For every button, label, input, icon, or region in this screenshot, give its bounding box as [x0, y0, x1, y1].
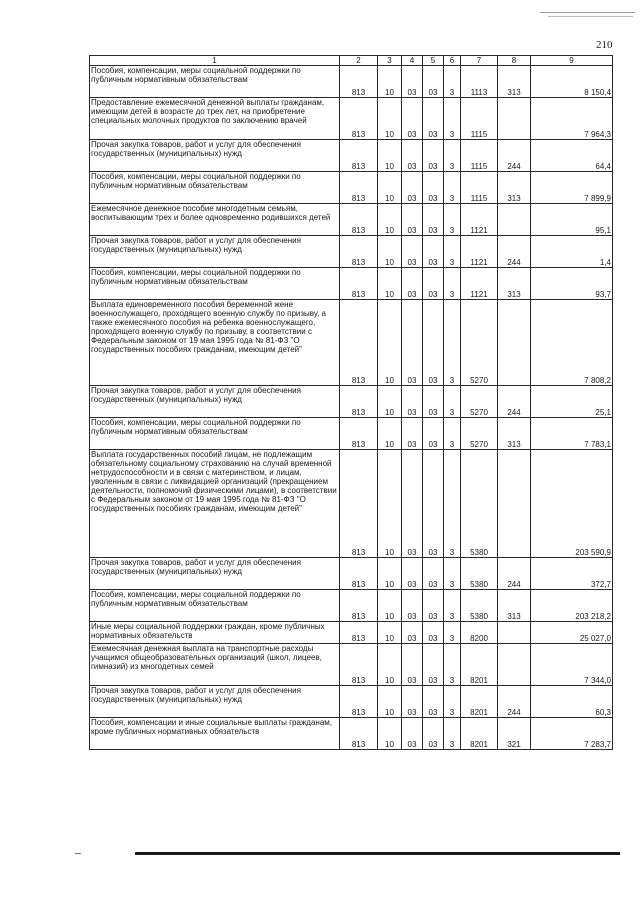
cell-code: 813 [340, 558, 378, 590]
cell-code: 10 [378, 718, 402, 750]
column-header: 6 [444, 56, 461, 66]
cell-code: 03 [402, 140, 423, 172]
cell-code: 03 [402, 558, 423, 590]
cell-amount: 93,7 [531, 268, 613, 300]
row-description: Пособия, компенсации, меры социальной поддержки по публичным нормативным обязательствам [90, 590, 340, 622]
cell-amount: 7 283,7 [531, 718, 613, 750]
cell-code: 3 [444, 386, 461, 418]
cell-amount: 372,7 [531, 558, 613, 590]
cell-code: 3 [444, 140, 461, 172]
cell-code: 03 [423, 98, 444, 140]
cell-amount: 203 590,9 [531, 450, 613, 558]
cell-code: 03 [423, 622, 444, 644]
cell-code: 813 [340, 644, 378, 686]
cell-code: 3 [444, 204, 461, 236]
column-header: 2 [340, 56, 378, 66]
cell-amount: 95,1 [531, 204, 613, 236]
cell-code: 3 [444, 558, 461, 590]
cell-code: 10 [378, 66, 402, 98]
cell-code: 03 [423, 140, 444, 172]
cell-code: 10 [378, 172, 402, 204]
cell-code: 03 [423, 172, 444, 204]
column-header: 1 [90, 56, 340, 66]
row-description: Прочая закупка товаров, работ и услуг для обеспечения государственных (муниципальных) нужд [90, 386, 340, 418]
table-row [90, 98, 613, 140]
table-row [90, 172, 613, 204]
row-description: Пособия, компенсации, меры социальной поддержки по публичным нормативным обязательствам [90, 268, 340, 300]
cell-amount: 25 027,0 [531, 622, 613, 644]
cell-amount: 8 150,4 [531, 66, 613, 98]
cell-code: 8201 [461, 644, 498, 686]
row-description: Иные меры социальной поддержки граждан, кроме публичных нормативных обязательств [90, 622, 340, 644]
table-row [90, 590, 613, 622]
cell-code: 813 [340, 140, 378, 172]
cell-amount: 64,4 [531, 140, 613, 172]
cell-code: 3 [444, 644, 461, 686]
cell-code: 244 [498, 558, 531, 590]
cell-code: 03 [402, 300, 423, 386]
cell-code: 813 [340, 204, 378, 236]
column-header: 7 [461, 56, 498, 66]
table-row [90, 236, 613, 268]
column-header: 4 [402, 56, 423, 66]
cell-code: 813 [340, 236, 378, 268]
cell-code: 813 [340, 300, 378, 386]
cell-code: 313 [498, 172, 531, 204]
table-row [90, 418, 613, 450]
cell-code: 03 [423, 686, 444, 718]
cell-code: 1115 [461, 98, 498, 140]
cell-code: 03 [402, 644, 423, 686]
cell-code: 813 [340, 98, 378, 140]
scan-top-rule [540, 12, 635, 13]
table-row [90, 300, 613, 386]
row-description: Пособия, компенсации и иные социальные выплаты гражданам, кроме публичных нормативных обязательств [90, 718, 340, 750]
cell-code: 10 [378, 268, 402, 300]
cell-code: 03 [423, 268, 444, 300]
row-description: Пособия, компенсации, меры социальной поддержки по публичным нормативным обязательствам [90, 172, 340, 204]
table-row [90, 66, 613, 98]
row-description: Предоставление ежемесячной денежной выплаты гражданам, имеющим детей в возрасте до трех лет, на приобретение специальных молочных продуктов по заключению врачей [90, 98, 340, 140]
cell-code: 10 [378, 300, 402, 386]
cell-code: 5380 [461, 558, 498, 590]
table-row [90, 622, 613, 644]
cell-code: 1115 [461, 172, 498, 204]
cell-code: 1121 [461, 204, 498, 236]
cell-code: 03 [423, 590, 444, 622]
cell-code: 3 [444, 98, 461, 140]
cell-code: 03 [423, 558, 444, 590]
cell-amount: 60,3 [531, 686, 613, 718]
cell-code: 1115 [461, 140, 498, 172]
row-description: Выплата государственных пособий лицам, не подлежащим обязательному социальному страхованию на случай временной нетрудоспособности и в связи с материнством, и лицам, уволенным в связи с ликвидацией организаций (прекращением деятельности, полномочий физическими лицами), в соответствии с Федеральным законом от 19 мая 1995 года № 81-ФЗ "О государственных пособиях гражданам, имеющим детей" [90, 450, 340, 558]
cell-code: 813 [340, 268, 378, 300]
cell-code: 3 [444, 172, 461, 204]
row-description: Прочая закупка товаров, работ и услуг для обеспечения государственных (муниципальных) нужд [90, 558, 340, 590]
cell-code: 813 [340, 686, 378, 718]
table-header-row [90, 56, 613, 66]
cell-code: 5380 [461, 450, 498, 558]
row-description: Прочая закупка товаров, работ и услуг для обеспечения государственных (муниципальных) нужд [90, 140, 340, 172]
cell-code: 8200 [461, 622, 498, 644]
cell-code: 10 [378, 450, 402, 558]
cell-code: 03 [423, 386, 444, 418]
cell-amount: 1,4 [531, 236, 613, 268]
cell-code: 3 [444, 300, 461, 386]
cell-code: 5270 [461, 386, 498, 418]
cell-code: 03 [423, 66, 444, 98]
row-description: Выплата единовременного пособия беременной жене военнослужащего, проходящего военную службу по призыву, а также ежемесячного пособия на ребенка военнослужащего, проходящего военную службу по призыву, в соответствии с Федеральным законом от 19 мая 1995 года № 81-ФЗ "О государственных пособиях гражданам, имеющим детей" [90, 300, 340, 386]
cell-code: 5270 [461, 418, 498, 450]
row-description: Пособия, компенсации, меры социальной поддержки по публичным нормативным обязательствам [90, 418, 340, 450]
cell-code: 8201 [461, 686, 498, 718]
row-description: Пособия, компенсации, меры социальной поддержки по публичным нормативным обязательствам [90, 66, 340, 98]
cell-amount: 203 218,2 [531, 590, 613, 622]
page-number: 210 [596, 39, 613, 51]
cell-code: 321 [498, 718, 531, 750]
cell-amount: 7 783,1 [531, 418, 613, 450]
cell-code: 10 [378, 418, 402, 450]
cell-code: 03 [402, 172, 423, 204]
cell-code: 03 [423, 644, 444, 686]
cell-code: 03 [402, 622, 423, 644]
cell-code: 5380 [461, 590, 498, 622]
cell-code: 03 [402, 98, 423, 140]
budget-table [89, 55, 613, 750]
cell-code [498, 450, 531, 558]
cell-code: 10 [378, 140, 402, 172]
cell-code: 3 [444, 686, 461, 718]
table-row [90, 718, 613, 750]
cell-code: 10 [378, 386, 402, 418]
cell-code: 10 [378, 686, 402, 718]
cell-code: 1121 [461, 268, 498, 300]
cell-code: 3 [444, 418, 461, 450]
cell-amount: 7 899,9 [531, 172, 613, 204]
scan-bottom-tick [75, 853, 81, 854]
cell-amount: 7 344,0 [531, 644, 613, 686]
cell-code: 03 [402, 268, 423, 300]
cell-code: 244 [498, 686, 531, 718]
table-row [90, 450, 613, 558]
cell-code: 3 [444, 622, 461, 644]
cell-amount: 25,1 [531, 386, 613, 418]
cell-code: 10 [378, 622, 402, 644]
cell-code: 03 [423, 718, 444, 750]
cell-code [498, 644, 531, 686]
row-description: Прочая закупка товаров, работ и услуг для обеспечения государственных (муниципальных) нужд [90, 236, 340, 268]
column-header: 3 [378, 56, 402, 66]
cell-amount: 7 808,2 [531, 300, 613, 386]
row-description: Прочая закупка товаров, работ и услуг для обеспечения государственных (муниципальных) нужд [90, 686, 340, 718]
cell-code: 3 [444, 66, 461, 98]
cell-code: 03 [402, 590, 423, 622]
cell-code [498, 98, 531, 140]
scan-top-rule-secondary [548, 16, 633, 17]
cell-code [498, 300, 531, 386]
cell-code: 03 [402, 236, 423, 268]
cell-code: 03 [402, 204, 423, 236]
cell-code: 03 [423, 300, 444, 386]
cell-code: 813 [340, 590, 378, 622]
cell-code: 813 [340, 66, 378, 98]
cell-code: 313 [498, 66, 531, 98]
cell-code: 03 [402, 66, 423, 98]
cell-code: 03 [423, 204, 444, 236]
cell-code: 03 [402, 450, 423, 558]
cell-code: 244 [498, 140, 531, 172]
column-header: 5 [423, 56, 444, 66]
table-row [90, 386, 613, 418]
cell-code: 813 [340, 450, 378, 558]
scan-bottom-rule [135, 852, 620, 855]
cell-code: 813 [340, 622, 378, 644]
cell-code: 244 [498, 236, 531, 268]
cell-code: 3 [444, 450, 461, 558]
cell-code: 3 [444, 718, 461, 750]
cell-code: 313 [498, 268, 531, 300]
cell-code: 10 [378, 644, 402, 686]
cell-code: 10 [378, 236, 402, 268]
cell-code: 03 [402, 386, 423, 418]
table-row [90, 140, 613, 172]
cell-code: 10 [378, 98, 402, 140]
cell-code: 03 [423, 236, 444, 268]
cell-code: 3 [444, 268, 461, 300]
cell-amount: 7 964,3 [531, 98, 613, 140]
cell-code: 244 [498, 386, 531, 418]
table-row [90, 268, 613, 300]
cell-code: 5270 [461, 300, 498, 386]
cell-code [498, 204, 531, 236]
cell-code: 813 [340, 418, 378, 450]
cell-code: 03 [423, 418, 444, 450]
cell-code: 813 [340, 172, 378, 204]
row-description: Ежемесячная денежная выплата на транспортные расходы учащимся общеобразовательных организаций (школ, лицеев, гимназий) из многодетных семей [90, 644, 340, 686]
cell-code: 3 [444, 590, 461, 622]
cell-code: 3 [444, 236, 461, 268]
cell-code: 03 [402, 718, 423, 750]
cell-code: 10 [378, 204, 402, 236]
cell-code: 813 [340, 718, 378, 750]
cell-code: 03 [423, 450, 444, 558]
cell-code: 813 [340, 386, 378, 418]
column-header: 9 [531, 56, 613, 66]
table-row [90, 204, 613, 236]
row-description: Ежемесячное денежное пособие многодетным семьям, воспитывающим трех и более одновременно родившихся детей [90, 204, 340, 236]
column-header: 8 [498, 56, 531, 66]
cell-code: 313 [498, 418, 531, 450]
cell-code: 03 [402, 418, 423, 450]
cell-code: 03 [402, 686, 423, 718]
cell-code: 1121 [461, 236, 498, 268]
cell-code: 8201 [461, 718, 498, 750]
cell-code: 10 [378, 558, 402, 590]
cell-code: 1113 [461, 66, 498, 98]
table-row [90, 644, 613, 686]
table-row [90, 686, 613, 718]
cell-code: 313 [498, 590, 531, 622]
cell-code [498, 622, 531, 644]
cell-code: 10 [378, 590, 402, 622]
table-row [90, 558, 613, 590]
